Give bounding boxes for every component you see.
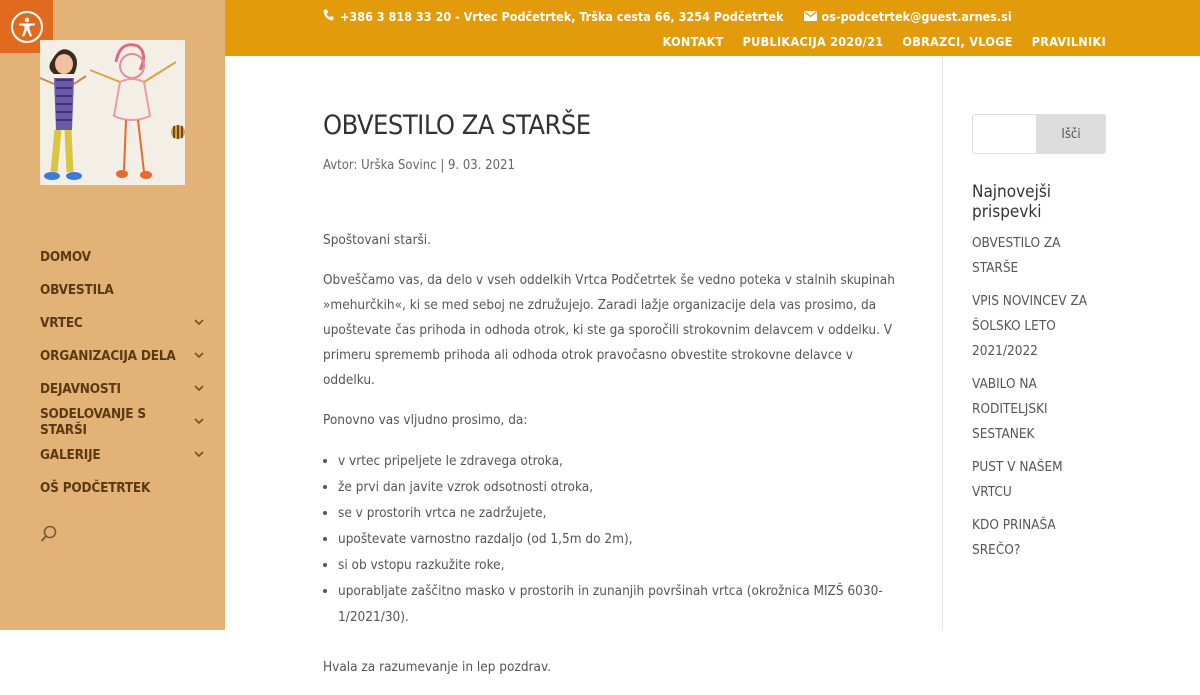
chevron-down-icon[interactable]	[192, 448, 206, 462]
phone-address-text: +386 3 818 33 20 - Vrtec Podčetrtek, Trška cesta 66, 3254 Podčetrtek	[340, 9, 784, 24]
main-content	[323, 110, 903, 695]
nav-item-label: DOMOV	[40, 248, 91, 265]
post-closing: Hvala za razumevanje in lep pozdrav.	[323, 659, 551, 675]
nav-item-organizacija-dela[interactable]	[40, 339, 210, 372]
chevron-down-icon[interactable]	[192, 415, 206, 429]
list-item: • uporabljate zaščitno masko v prostorih in zunanjih površinah vrtca (okrožnica MIZŠ 6030-1/2021/30).	[338, 578, 903, 630]
list-item: • že prvi dan javite vzrok odsotnosti otroka,	[338, 474, 903, 500]
top-nav-obrazci-vloge[interactable]: OBRAZCI, VLOGE	[902, 34, 1013, 49]
nav-item-label: GALERIJE	[40, 446, 101, 463]
accessibility-icon	[11, 11, 43, 43]
list-item: • si ob vstopu razkužite roke,	[338, 552, 903, 578]
phone-icon	[323, 9, 334, 24]
recent-post-link[interactable]: VPIS NOVINCEV ZA ŠOLSKO LETO 2021/2022	[972, 293, 1088, 359]
post-request: Ponovno vas vljudno prosimo, da:	[323, 412, 528, 428]
top-nav-kontakt[interactable]: KONTAKT	[662, 34, 724, 49]
widget-search-form	[972, 114, 1106, 154]
nav-item-label: ORGANIZACIJA DELA	[40, 347, 176, 364]
chevron-down-icon[interactable]	[192, 349, 206, 363]
recent-post-link[interactable]: VABILO NA RODITELJSKI SESTANEK	[972, 376, 1048, 442]
nav-item-label: OŠ PODČETRTEK	[40, 479, 151, 496]
content-divider	[942, 56, 943, 630]
nav-item-os-podcetrtek[interactable]	[40, 471, 210, 504]
recent-posts-list	[972, 231, 1106, 563]
post-content	[323, 228, 903, 680]
site-logo[interactable]	[40, 40, 185, 185]
nav-item-obvestila[interactable]	[40, 273, 210, 306]
email-link[interactable]	[804, 9, 1012, 24]
post-title: OBVESTILO ZA STARŠE	[323, 110, 591, 141]
widget-search-button[interactable]: Išči	[1036, 114, 1106, 154]
recent-post-link[interactable]: OBVESTILO ZA STARŠE	[972, 235, 1061, 276]
contact-info	[323, 9, 1012, 24]
nav-item-galerije[interactable]	[40, 438, 210, 471]
list-item: • se v prostorih vrtca ne zadržujete,	[338, 500, 903, 526]
search-icon[interactable]	[40, 525, 58, 547]
chevron-down-icon[interactable]	[192, 382, 206, 396]
top-nav	[663, 34, 1106, 49]
post-meta: Avtor: Urška Sovinc | 9. 03. 2021	[323, 158, 515, 173]
envelope-icon	[804, 9, 817, 24]
main-nav	[40, 240, 210, 504]
list-item: • v vrtec pripeljete le zdravega otroka,	[338, 448, 903, 474]
recent-posts-title: Najnovejši prispevki	[972, 182, 1052, 222]
nav-item-domov[interactable]	[40, 240, 210, 273]
post-greeting: Spoštovani starši.	[323, 232, 432, 248]
nav-item-label: DEJAVNOSTI	[40, 380, 121, 397]
nav-item-vrtec[interactable]	[40, 306, 210, 339]
widget-search-input[interactable]	[972, 114, 1036, 154]
nav-item-label: OBVESTILA	[40, 281, 114, 298]
nav-item-label: VRTEC	[40, 314, 83, 331]
recent-post-link[interactable]: KDO PRINAŠA SREČO?	[972, 517, 1056, 558]
right-sidebar	[972, 114, 1106, 571]
top-nav-publikacija[interactable]: PUBLIKACIJA 2020/21	[742, 34, 884, 49]
top-header	[225, 0, 1200, 56]
nav-item-dejavnosti[interactable]	[40, 372, 210, 405]
chevron-down-icon[interactable]	[192, 316, 206, 330]
email-text: os-podcetrtek@guest.arnes.si	[821, 9, 1012, 24]
left-sidebar	[0, 0, 225, 630]
post-list	[338, 448, 903, 630]
sidebar-search[interactable]	[40, 524, 190, 548]
nav-item-sodelovanje-s-starsi[interactable]	[40, 405, 210, 438]
nav-item-label: SODELOVANJE S STARŠI	[40, 405, 146, 438]
list-item: • upoštevate varnostno razdaljo (od 1,5m do 2m),	[338, 526, 903, 552]
recent-post-link[interactable]: PUST V NAŠEM VRTCU	[972, 459, 1063, 500]
top-nav-pravilniki[interactable]: PRAVILNIKI	[1031, 34, 1106, 49]
post-paragraph: Obveščamo vas, da delo v vseh oddelkih Vrtca Podčetrtek še vedno poteka v stalnih skupinah »mehurčkih«, ki se med seboj ne združujejo. Zaradi lažje organizacije dela vas prosimo, da upoštevate čas prihoda in odhoda otrok, ki ste ga sporočili strokovnim delavcem v oddelku. V primeru sprememb prihoda ali odhoda otrok pravočasno obvestite strokovne delavce v oddelku.	[323, 272, 895, 388]
